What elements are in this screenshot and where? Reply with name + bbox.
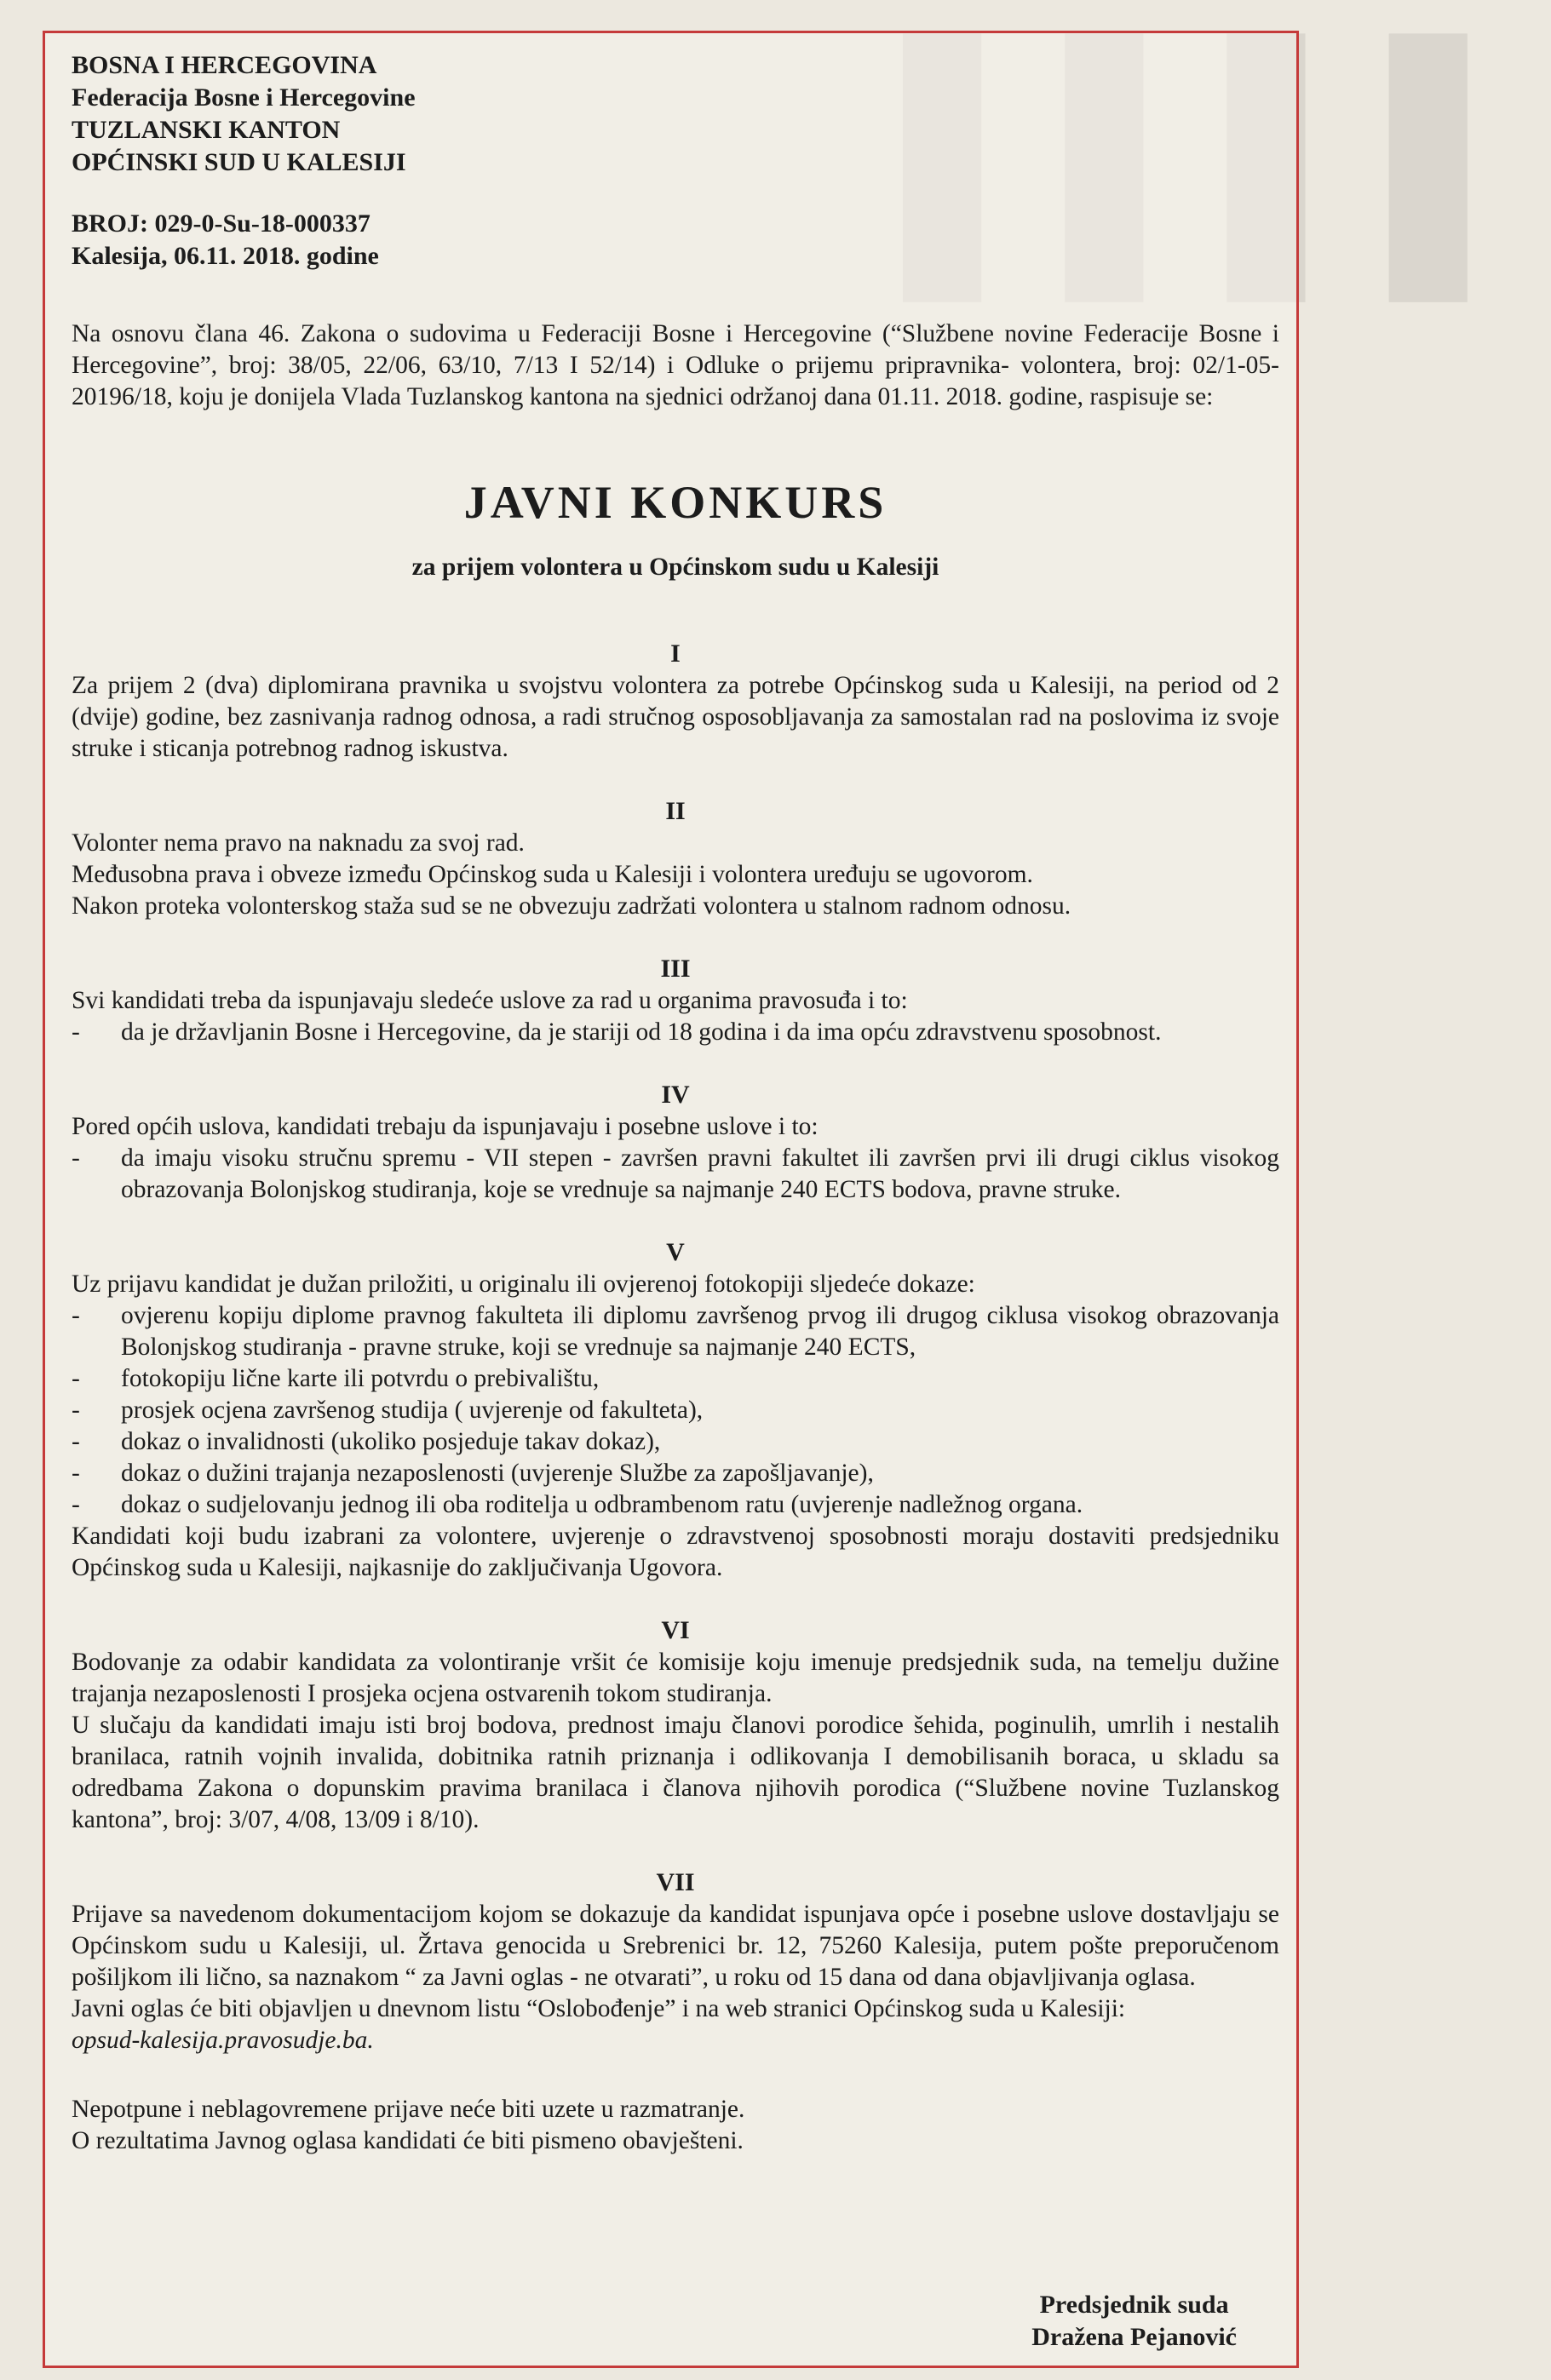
place-date: Kalesija, 06.11. 2018. godine xyxy=(72,242,379,270)
list-item xyxy=(72,1143,1279,1206)
list-item-text: da imaju visoku stručnu spremu - VII stepen - završen pravni fakultet ili završen prvi ili drugi ciklus visokog obrazovanja Bolonjskog studiranja, koje se vrednuje sa najmanje 240 ECTS bodova, pravne struke. xyxy=(121,1144,1279,1203)
section-7 xyxy=(72,1867,1279,2056)
section-number: I xyxy=(670,639,681,668)
section-number: VII xyxy=(656,1868,695,1896)
section-5 xyxy=(72,1236,1279,1584)
section-2 xyxy=(72,795,1279,922)
header-line-country: BOSNA I HERCEGOVINA xyxy=(72,51,377,79)
dash-bullet-icon: - xyxy=(72,1428,80,1455)
list-item-text: da je državljanin Bosne i Hercegovine, da je stariji od 18 godina i da ima opću zdravstvenu sposobnost. xyxy=(121,1018,1162,1046)
list-item-text: ovjerenu kopiju diplome pravnog fakulteta ili diplomu završenog prvog ili drugog ciklusa visokog obrazovanja Bolonjskog studiranja - pravne struke, koji se vrednuje sa najmanje 240 ECTS, xyxy=(121,1302,1279,1361)
section-text-after: Kandidati koji budu izabrani za volontere, uvjerenje o zdravstvenoj sposobnosti moraju dostaviti predsjedniku Općinskog suda u Kalesiji, najkasnije do zaključivanja Ugovora. xyxy=(72,1523,1279,1581)
list-item-text: dokaz o sudjelovanju jednog ili oba roditelja u odbrambenom ratu (uvjerenje nadležnog organa. xyxy=(121,1491,1083,1518)
page-title: JAVNI KONKURS xyxy=(463,477,888,528)
dash-bullet-icon: - xyxy=(72,1018,80,1046)
header-line-court: OPĆINSKI SUD U KALESIJI xyxy=(72,148,406,176)
section-6 xyxy=(72,1614,1279,1836)
section-text: Uz prijavu kandidat je dužan priložiti, u originalu ili ovjerenoj fotokopiji sljedeće dokaze: xyxy=(72,1270,975,1298)
section-number: II xyxy=(665,797,686,825)
notice-content xyxy=(72,49,1279,2351)
section-paragraph: Prijave sa navedenom dokumentacijom kojom se dokazuje da kandidat ispunjava opće i posebne uslove dostavljaju se Općinskom sudu u Kalesiji, ul. Žrtava genocida u Srebrenici br. 12, 75260 Kalesija, putem pošte preporučenom pošiljkom ili lično, sa naznakom “ za Javni oglas - ne otvarati”, u roku od 15 dana od dana objavljivanja oglasa. xyxy=(72,1901,1279,1991)
header-line-federation: Federacija Bosne i Hercegovine xyxy=(72,83,416,112)
dash-bullet-icon: - xyxy=(72,1302,80,1329)
section-3 xyxy=(72,953,1279,1048)
issuer-header xyxy=(72,49,1279,179)
section-number: III xyxy=(660,955,691,983)
dash-bullet-icon: - xyxy=(72,1365,80,1392)
closing-notes xyxy=(72,2094,1279,2157)
court-website: opsud-kalesija.pravosudje.ba. xyxy=(72,2027,374,2054)
section-line: Volonter nema pravo na naknadu za svoj rad. xyxy=(72,829,525,857)
list-item-text: dokaz o invalidnosti (ukoliko posjeduje takav dokaz), xyxy=(121,1428,661,1455)
section-text: Za prijem 2 (dva) diplomirana pravnika u svojstvu volontera za potrebe Općinskog suda u Kalesiji, na period od 2 (dvije) godine, bez zasnivanja radnog odnosa, a radi stručnog osposobljavanja za samostalan rad na poslovima iz svoje struke i sticanja potrebnog radnog iskustva. xyxy=(72,672,1279,762)
dash-bullet-icon: - xyxy=(72,1144,80,1172)
section-1 xyxy=(72,638,1279,765)
reference-block xyxy=(72,208,1279,272)
section-text: Svi kandidati treba da ispunjavaju sledeće uslove za rad u organima pravosuđa i to: xyxy=(72,987,908,1014)
list-item xyxy=(72,1458,1279,1489)
requirements-list xyxy=(72,1143,1279,1206)
section-number: VI xyxy=(661,1616,690,1644)
page-subtitle: za prijem volontera u Općinskom sudu u Kalesiji xyxy=(411,553,939,581)
section-4 xyxy=(72,1079,1279,1206)
dash-bullet-icon: - xyxy=(72,1460,80,1487)
signature-block xyxy=(1031,2289,1237,2354)
section-text: Pored općih uslova, kandidati trebaju da ispunjavaju i posebne uslove i to: xyxy=(72,1113,819,1140)
list-item xyxy=(72,1017,1279,1048)
dash-bullet-icon: - xyxy=(72,1396,80,1424)
list-item xyxy=(72,1300,1279,1363)
list-item-text: dokaz o dužini trajanja nezaposlenosti (uvjerenje Službe za zapošljavanje), xyxy=(121,1460,874,1487)
list-item-text: fotokopiju lične karte ili potvrdu o prebivalištu, xyxy=(121,1365,600,1392)
closing-line: Nepotpune i neblagovremene prijave neće biti uzete u razmatranje. xyxy=(72,2096,745,2123)
closing-line: O rezultatima Javnog oglasa kandidati će biti pismeno obavješteni. xyxy=(72,2127,744,2154)
reference-number: BROJ: 029-0-Su-18-000337 xyxy=(72,209,371,238)
list-item xyxy=(72,1363,1279,1395)
section-number: IV xyxy=(661,1081,690,1109)
signature-name: Dražena Pejanović xyxy=(1031,2323,1237,2351)
intro-paragraph: Na osnovu člana 46. Zakona o sudovima u Federaciji Bosne i Hercegovine (“Službene novine Federacije Bosne i Hercegovine”, broj: 38/05, 22/06, 63/10, 7/13 I 52/14) i Odluke o prijemu pripravnika- volontera, broj: 02/1-05-20196/18, koju je donijela Vlada Tuzlanskog kantona na sjednici održanoj dana 01.11. 2018. godine, raspisuje se: xyxy=(72,320,1279,410)
section-paragraph: U slučaju da kandidati imaju isti broj bodova, prednost imaju članovi porodice šehida, poginulih, umrlih i nestalih branilaca, ratnih vojnih invalida, dobitnika ratnih priznanja i odlikovanja I demobilisanih boraca, u skladu sa odredbama Zakona o dopunskim pravima branilaca i članova njihovih porodica (“Službene novine Tuzlanskog kantona”, broj: 3/07, 4/08, 13/09 i 8/10). xyxy=(72,1712,1279,1833)
section-paragraph: Javni oglas će biti objavljen u dnevnom listu “Oslobođenje” i na web stranici Općinskog suda u Kalesiji: xyxy=(72,1995,1126,2022)
list-item xyxy=(72,1426,1279,1458)
section-line: Međusobna prava i obveze između Općinskog suda u Kalesiji i volontera uređuju se ugovorom. xyxy=(72,861,1033,888)
list-item-text: prosjek ocjena završenog studija ( uvjerenje od fakulteta), xyxy=(121,1396,704,1424)
section-line: Nakon proteka volonterskog staža sud se ne obvezuju zadržati volontera u stalnom radnom odnosu. xyxy=(72,892,1071,920)
list-item xyxy=(72,1395,1279,1426)
header-line-canton: TUZLANSKI KANTON xyxy=(72,116,341,144)
requirements-list xyxy=(72,1017,1279,1048)
section-number: V xyxy=(666,1238,685,1266)
signature-title: Predsjednik suda xyxy=(1039,2291,1229,2319)
list-item xyxy=(72,1489,1279,1521)
section-paragraph: Bodovanje za odabir kandidata za volontiranje vršit će komisije koju imenuje predsjednik suda, na temelju dužine trajanja nezaposlenosti I prosjeka ocjena ostvarenih tokom studiranja. xyxy=(72,1649,1279,1707)
dash-bullet-icon: - xyxy=(72,1491,80,1518)
documents-list xyxy=(72,1300,1279,1521)
